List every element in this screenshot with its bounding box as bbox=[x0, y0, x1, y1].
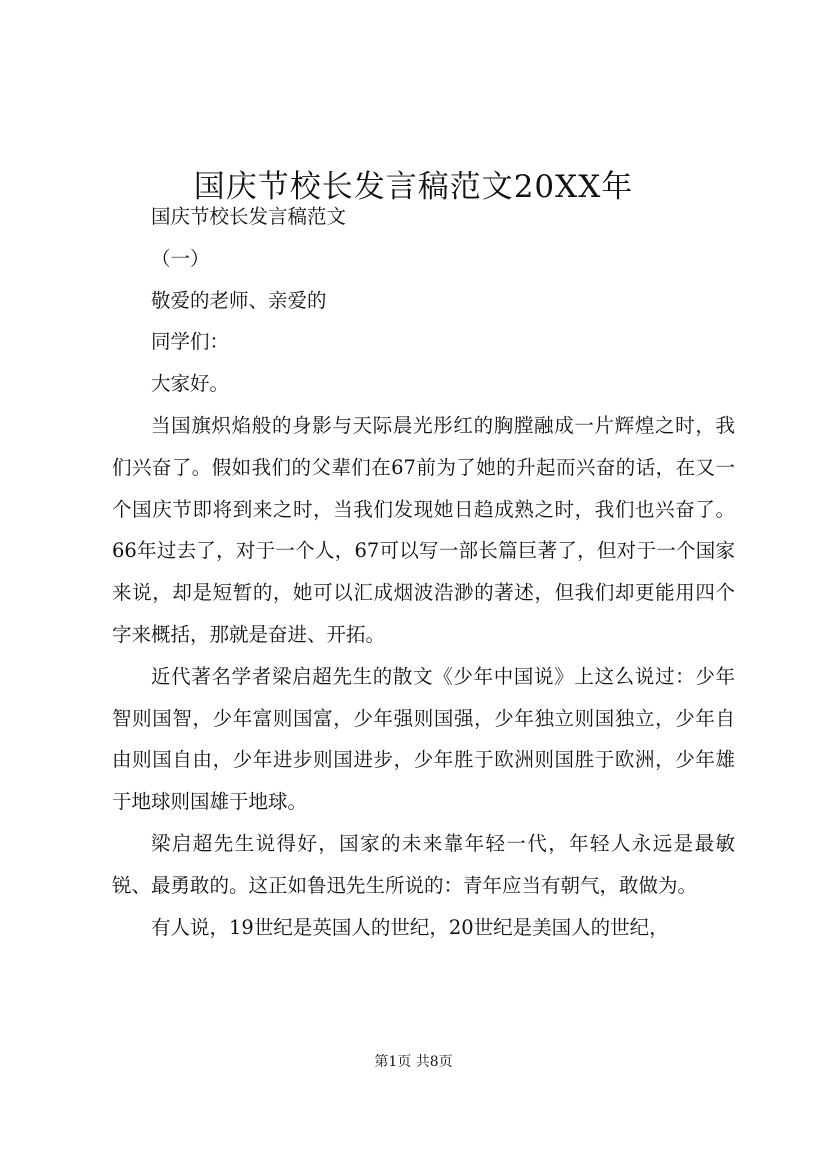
section-number: （一） bbox=[151, 246, 210, 270]
body-paragraph: 有人说，19世纪是英国人的世纪，20世纪是美国人的世纪， bbox=[151, 915, 669, 939]
body-paragraph: 梁启超先生说得好，国家的未来靠年轻一代，年轻人永远是最敏锐、最勇敢的。这正如鲁迅先生所说的：青年应当有朝气，敢做为。 bbox=[112, 831, 735, 897]
document-body bbox=[112, 196, 735, 948]
salutation-line-1: 敬爱的老师、亲爱的 bbox=[151, 288, 327, 312]
document-title: 国庆节校长发言稿范文20XX年 bbox=[193, 168, 634, 205]
body-paragraph: 当国旗炽焰般的身影与天际晨光彤红的胸膛融成一片辉煌之时，我们兴奋了。假如我们的父辈们在67前为了她的升起而兴奋的话，在又一个国庆节即将到来之时，当我们发现她日趋成熟之时，我们也兴奋了。66年过去了，对于一个人，67可以写一部长篇巨著了，但对于一个国家来说，却是短暂的，她可以汇成烟波浩渺的著述，但我们却更能用四个字来概括，那就是奋进、开拓。 bbox=[112, 413, 735, 646]
greeting: 大家好。 bbox=[151, 372, 230, 396]
subtitle-paragraph: 国庆节校长发言稿范文 bbox=[151, 205, 347, 228]
page-footer: 第1页 共8页 bbox=[374, 1054, 453, 1070]
body-paragraph: 近代著名学者梁启超先生的散文《少年中国说》上这么说过：少年智则国智，少年富则国富，少年强则国强，少年独立则国独立，少年自由则国自由，少年进步则国进步，少年胜于欧洲则国胜于欧洲，少年雄于地球则国雄于地球。 bbox=[112, 664, 735, 814]
salutation-line-2: 同学们： bbox=[151, 330, 230, 354]
